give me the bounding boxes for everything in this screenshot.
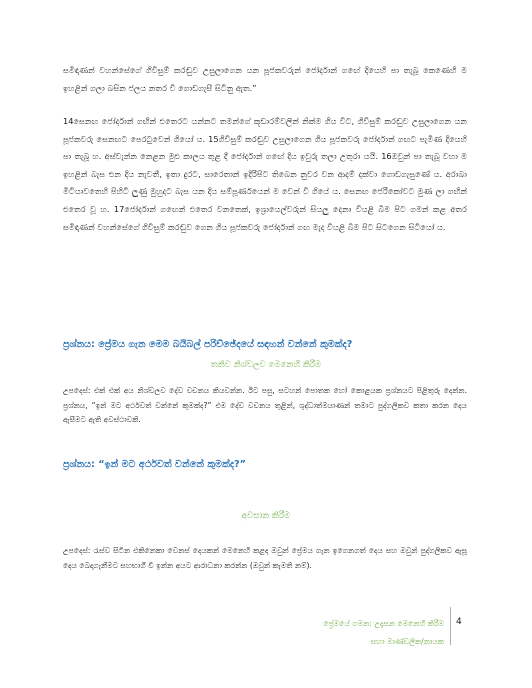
question-2-heading: ප්‍රශ්නය: “ඉන් මට අර්ථවත් වන්නේ කුමක්ද?”: [63, 459, 246, 470]
question-2-instructions: උපදෙස්: රැස්ව සිටින එකිනෙකා වෙනස් දෙයකන් මෙනෙහි කළද ඔවුන් ප්‍රේමය ගැන ඉගෙනගත් දෙය සහ ඔවුන් පුද්ගලිකව ඇසූ දෙය බෙදාගැනීමට සහභාගී වී ඉන්න අයට ආරාධනා කරන්න (ඔවුන් කැමති නම්).: [63, 546, 467, 570]
page-footer: [300, 615, 444, 651]
body-paragraph-1: සමිඳාණන් වහන්සේගේ ගිවිසුම් කරඬුව උසුලාගෙන යන පූජකවරුන් ජෝර්දාන් ගඟේ දියෙහි පා තැබූ කෙණෙහි ම ඉහළින් ගලා බසින ජලය නතර වී ගොඩගැසී සිටිනු ඇත.”: [63, 65, 467, 93]
footer-subtitle: සහා මාණ්ඩලික/නායක: [370, 637, 444, 646]
question-1-instructions: උපදෙස්: එක් එක් අය නිශ්චලව දේව වචනය කියවන්න. ඊට පසු, සටහන් පොතක හෝ කොළයක ප්‍රශ්නයට පිළිතුරු දෙන්න. ප්‍රශ්නය, “ඉන් මට අර්ථවත් වන්නේ කුමක්ද?” එම දේව වචනය තුළින්, ශුද්ධාත්මයාණන් තමාට පුද්ගලිකව කතා කරන දෙය ඇසීමට ඇති අවස්ථාවකි.: [63, 386, 467, 425]
footer-divider: [450, 607, 451, 645]
question-1-heading: ප්‍රශ්නය: ප්‍රේමය ගැන මෙම බයිබල් පරිච්ඡේදයේ සඳහන් වන්නේ කුමක්ද?: [63, 339, 353, 350]
footer-title: ප්‍රේමයේ ගමන: උදෑසන මෙනෙහි කිරීම: [323, 619, 444, 628]
section-subheading-solitary-meditation: තනිව නිශ්චලව මෙනෙහි කිරීම: [210, 360, 322, 370]
section-subheading-closing: අවසාන කිරීම: [241, 511, 291, 521]
body-paragraph-2: 14සෙනඟ ජෝර්දාන් ගඟින් එතෙරට යන්නට තමන්ගේ කූඩාරම්වලින් නික්ම ගිය විට, ගිවිසුම් කරඬුව උසුලාගෙන යන පූජකවරු සෙනඟට පෙරටුවෙන් ගියෝ ය. 15ගිවිසුම් කරඬුව උසුලාගෙන ගිය පූජකවරු ජෝර්දාන් ගඟට පැමිණ දියෙහි පා තැබූ හ. අස්වැන්න නෙළන මුළු කාලය තුළ දී ජෝර්දාන් ගඟේ දිය ඉවුරු තලා උතුරා යයි. 16ඔවුන් පා තැබූ වහා ම ඉහළින් බැස එන දිය නැවතී, ඉතා දුරට, සාරෙතාන් ඉදිරිපිට තිබෙන නුවර වන ආදම් දක්වා ගොඩගැසුණේ ය. අරාබා මිටියාවතෙහි පිහිටි ලුණු මුහුදට බැස යන දිය සම්පූර්ණයෙන් ම වෙන් වී ගියේ ය. සෙනඟ ජෙරිකෝවට මුණ ලා ගඟින් එතෙර වූ හ. 17ජෝර්දාන් ගඟෙන් එතෙර වනතෙක්, ඉශ්‍රායෙල්වරුන් සියලු දෙනා වියළි බිම පිට ගමන් කළ අතර සමිඳාණන් වහන්සේගේ ගිවිසුම් කරඬුව ගෙන ගිය පූජකවරු ජෝර්දාන් ගඟ මැද වියළි බිම පිට සිටගෙන සිටියෝ ය.: [63, 116, 467, 232]
page-number: 4: [456, 617, 462, 627]
